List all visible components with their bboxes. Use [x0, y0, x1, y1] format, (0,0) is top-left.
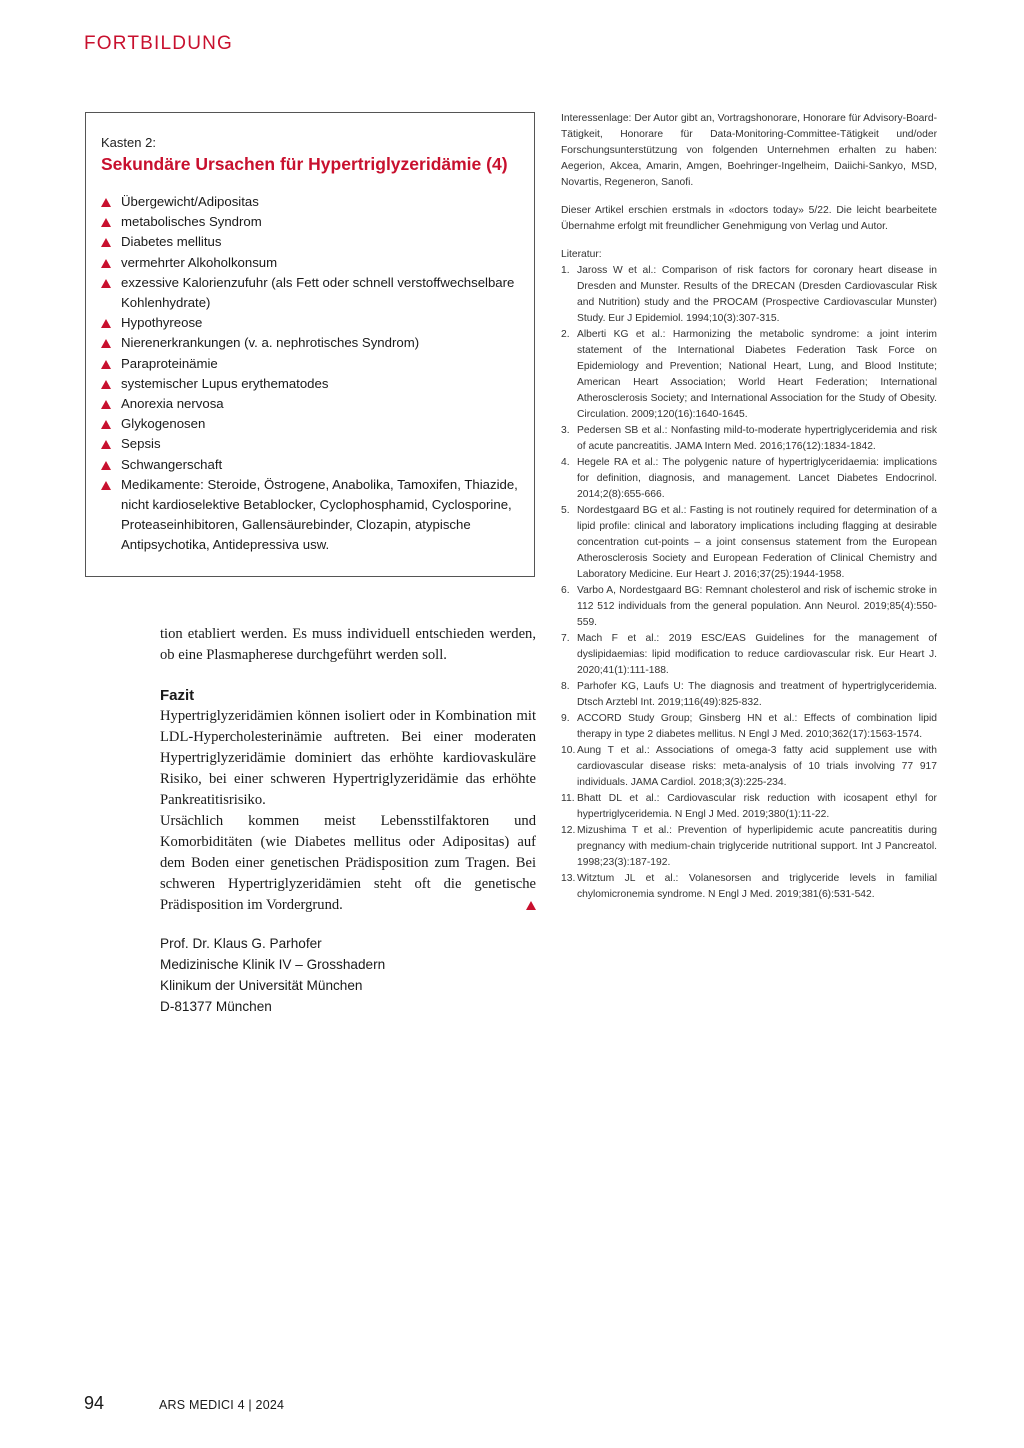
- reference-item: [561, 455, 937, 503]
- end-of-article-triangle-icon: [526, 901, 536, 910]
- reference-text: ACCORD Study Group; Ginsberg HN et al.: Effects of combination lipid therapy in type 2 diabetes mellitus. N Engl J Med. 2010;362(17):1563-1574.: [577, 713, 937, 740]
- reference-item: [561, 263, 937, 327]
- reference-text: Parhofer KG, Laufs U: The diagnosis and treatment of hypertriglyceridemia. Dtsch Arztebl Int. 2019;116(49):825-832.: [577, 681, 937, 708]
- box-list-item: [101, 253, 518, 273]
- fazit-paragraph-1: Hypertriglyzeridämien können isoliert oder in Kombination mit LDL-Hypercholesterinämie auftreten. Bei einer moderaten Hypertriglyzeridämie dominiert das erhöhte kardiovaskuläre Risiko, bei einer schweren Hypertriglyzeridämie das erhöhte Pankreatitisrisiko.: [160, 708, 536, 808]
- box-list-item: [101, 394, 518, 414]
- triangle-bullet-icon: [101, 238, 111, 247]
- reference-number: 10.: [561, 745, 576, 756]
- reference-item: [561, 823, 937, 871]
- box-list-item: [101, 273, 518, 313]
- author-department: Medizinische Klinik IV – Grosshadern: [160, 957, 386, 972]
- box-list-item-text: Übergewicht/Adipositas: [121, 194, 259, 209]
- reference-number: 12.: [561, 825, 576, 836]
- reference-number: 13.: [561, 873, 576, 884]
- triangle-bullet-icon: [101, 259, 111, 268]
- reference-number: 11.: [561, 793, 575, 804]
- author-city: D-81377 München: [160, 999, 272, 1014]
- reference-item: [561, 583, 937, 631]
- reference-item: [561, 711, 937, 743]
- reference-text: Mizushima T et al.: Prevention of hyperlipidemic acute pancreatitis during pregnancy with medium-chain triglyceride nutritional support. Int J Pancreatol. 1998;23(3):187-192.: [577, 825, 937, 868]
- author-address: [160, 933, 385, 1017]
- box-list-item-text: exzessive Kalorienzufuhr (als Fett oder schnell verstoffwechselbare Kohlenhydrate): [121, 274, 515, 311]
- reference-text: Aung T et al.: Associations of omega-3 fatty acid supplement use with cardiovascular disease risks: meta-analysis of 10 trials involving 77 917 individuals. JAMA Cardiol. 2018;3(3):225-234.: [577, 745, 937, 788]
- triangle-bullet-icon: [101, 198, 111, 207]
- reference-number: 4.: [561, 457, 570, 468]
- box-list-item-text: Nierenerkrankungen (v. a. nephrotisches Syndrom): [121, 335, 420, 351]
- box-list-item-text: metabolisches Syndrom: [121, 214, 262, 230]
- box-title: Sekundäre Ursachen für Hypertriglyzeridämie (4): [101, 154, 508, 174]
- reference-item: [561, 791, 937, 823]
- info-box: [85, 112, 535, 577]
- reference-number: 7.: [561, 633, 570, 644]
- intro-paragraph: tion etabliert werden. Es muss individuell entschieden werden, ob eine Plasmapherese durchgeführt werden soll.: [160, 626, 536, 663]
- box-list-item-text: Hypothyreose: [121, 315, 203, 331]
- reference-number: 2.: [561, 329, 570, 340]
- box-list-item-text: Paraproteinämie: [121, 355, 218, 371]
- reference-number: 3.: [561, 425, 570, 436]
- reference-text: Mach F et al.: 2019 ESC/EAS Guidelines for the management of dyslipidaemias: lipid modification to reduce cardiovascular risk. Eur Heart J. 2020;41(1):111-188.: [577, 633, 937, 676]
- box-list-item-text: Schwangerschaft: [121, 456, 223, 472]
- reference-text: Pedersen SB et al.: Nonfasting mild-to-moderate hypertriglyceridemia and risk of acute pancreatitis. JAMA Intern Med. 2016;176(12):1834-1842.: [577, 425, 937, 452]
- reference-item: [561, 743, 937, 791]
- reference-number: 8.: [561, 681, 570, 692]
- reference-item: [561, 871, 937, 903]
- box-list-item: [101, 374, 518, 394]
- reference-number: 5.: [561, 505, 570, 516]
- triangle-bullet-icon: [101, 420, 111, 429]
- box-list-item: [101, 313, 518, 333]
- box-list-item: [101, 414, 518, 434]
- box-list-item-text: vermehrter Alkoholkonsum: [121, 254, 278, 270]
- fazit-paragraph-2: [160, 811, 536, 916]
- journal-footer: ARS MEDICI 4 | 2024: [159, 1398, 285, 1412]
- box-list-item: [101, 232, 518, 252]
- reference-item: [561, 423, 937, 455]
- reference-item: [561, 631, 937, 679]
- literature-label: Literatur:: [561, 249, 602, 260]
- reference-item: [561, 679, 937, 711]
- reference-number: 6.: [561, 585, 570, 596]
- box-list-item: [101, 434, 518, 454]
- triangle-bullet-icon: [101, 440, 111, 449]
- fazit-heading: Fazit: [160, 687, 195, 704]
- reference-text: Bhatt DL et al.: Cardiovascular risk reduction with icosapent ethyl for hypertriglyceridemia. N Engl J Med. 2019;380(1):11-22.: [577, 793, 937, 820]
- box-kicker: Kasten 2:: [101, 135, 156, 150]
- triangle-bullet-icon: [101, 339, 111, 348]
- box-list-item-text: Anorexia nervosa: [121, 396, 224, 412]
- reference-text: Nordestgaard BG et al.: Fasting is not routinely required for determination of a lipid profile: clinical and laboratory implications including flagging at desirable concentration cut-points – a joint consensus statement from the European Atherosclerosis Society and European Federation of Clinical Chemistry and Laboratory Medicine. Eur Heart J. 2016;37(25):1944-1958.: [577, 505, 937, 580]
- conflict-of-interest: Interessenlage: Der Autor gibt an, Vortragshonorare, Honorare für Advisory-Board-Tätigkeit, Honorare für Data-Monitoring-Committee-Tätigkeit und/oder Forschungsunterstützung von folgenden Unternehmen erhalten zu haben: Aegerion, Akcea, Amarin, Amgen, Boehringer-Ingelheim, Daiichi-Sankyo, MSD, Novartis, Regeneron, Sanofi.: [561, 113, 937, 188]
- page-number: 94: [84, 1393, 105, 1413]
- author-name: Prof. Dr. Klaus G. Parhofer: [160, 936, 322, 951]
- box-list: [101, 192, 518, 556]
- main-text-column: [160, 624, 536, 916]
- triangle-bullet-icon: [101, 360, 111, 369]
- reference-number: 1.: [561, 265, 570, 276]
- author-institution: Klinikum der Universität München: [160, 978, 363, 993]
- box-list-item-text: systemischer Lupus erythematodes: [121, 375, 329, 391]
- box-list-item: [101, 475, 518, 556]
- first-published-note: Dieser Artikel erschien erstmals in «doctors today» 5/22. Die leicht bearbeitete Übernahme erfolgt mit freundlicher Genehmigung von Verlag und Autor.: [561, 205, 937, 232]
- triangle-bullet-icon: [101, 279, 111, 288]
- reference-item: [561, 327, 937, 423]
- triangle-bullet-icon: [101, 481, 111, 490]
- box-list-item-text: Medikamente: Steroide, Östrogene, Anabolika, Tamoxifen, Thiazide, nicht kardioselektive Betablocker, Cyclophosphamid, Cyclosporine, Proteaseinhibitoren, Gallensäurebinder, Clozapin, atypische Antipsychotika, Antidepressiva usw.: [121, 476, 518, 553]
- side-column: [561, 111, 937, 903]
- reference-item: [561, 503, 937, 583]
- triangle-bullet-icon: [101, 400, 111, 409]
- triangle-bullet-icon: [101, 380, 111, 389]
- reference-text: Witztum JL et al.: Volanesorsen and triglyceride levels in familial chylomicronemia syndrome. N Engl J Med. 2019;381(6):531-542.: [577, 873, 937, 900]
- box-list-item-text: Sepsis: [121, 436, 161, 452]
- reference-number: 9.: [561, 713, 570, 724]
- box-list-item-text: Diabetes mellitus: [121, 234, 222, 250]
- reference-text: Varbo A, Nordestgaard BG: Remnant cholesterol and risk of ischemic stroke in 112 512 individuals from the general population. Ann Neurol. 2019;85(4):550-559.: [577, 585, 937, 628]
- box-list-item-text: Glykogenosen: [121, 416, 206, 432]
- box-list-item: [101, 354, 518, 374]
- reference-text: Alberti KG et al.: Harmonizing the metabolic syndrome: a joint interim statement of the International Diabetes Federation Task Force on Epidemiology and Prevention; National Heart, Lung, and Blood Institute; American Heart Association; World Heart Federation; International Atherosclerosis Society; and International Association for the Study of Obesity. Circulation. 2009;120(16):1640-1645.: [577, 329, 937, 420]
- reference-text: Jaross W et al.: Comparison of risk factors for coronary heart disease in Dresden and Munster. Results of the DRECAN (Dresden Cardiovascular Risk and Nutrition) study and the PROCAM (Prospective Cardiovascular Munster) Study. Eur J Epidemiol. 1994;10(3):307-315.: [577, 265, 937, 324]
- box-list-item: [101, 192, 518, 212]
- reference-text: Hegele RA et al.: The polygenic nature of hypertriglyceridaemia: implications for definition, diagnosis, and management. Lancet Diabetes Endocrinol. 2014;2(8):655-666.: [577, 457, 937, 500]
- reference-list: [561, 263, 937, 903]
- box-list-item: [101, 455, 518, 475]
- section-label: FORTBILDUNG: [84, 33, 234, 54]
- triangle-bullet-icon: [101, 319, 111, 328]
- triangle-bullet-icon: [101, 218, 111, 227]
- triangle-bullet-icon: [101, 461, 111, 470]
- fazit-paragraph-2-text: Ursächlich kommen meist Lebensstilfaktoren und Komorbiditäten (wie Diabetes mellitus oder Adipositas) auf dem Boden einer genetischen Prädisposition zum Tragen. Bei schweren Hypertriglyzeridämien steht oft die genetische Prädisposition im Vordergrund.: [160, 813, 536, 913]
- box-list-item: [101, 333, 518, 353]
- box-list-item: [101, 212, 518, 232]
